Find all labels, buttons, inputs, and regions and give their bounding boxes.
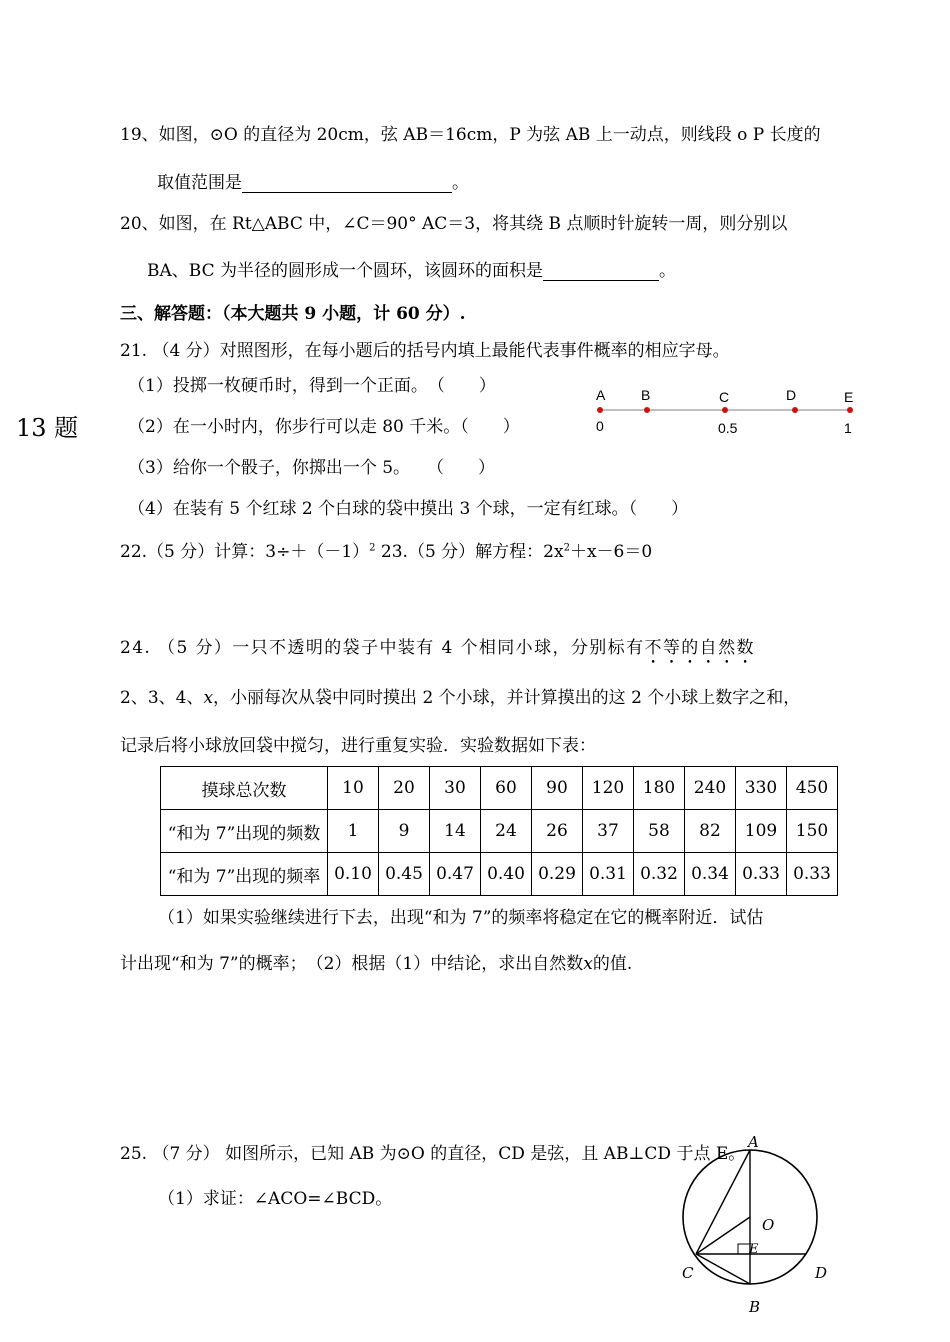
table-cell: 1 <box>328 810 379 853</box>
table-cell: 0.33 <box>787 853 838 896</box>
table-cell: 30 <box>430 767 481 810</box>
q24-after-line2 <box>120 949 632 974</box>
table-cell: 14 <box>430 810 481 853</box>
point-b-dot <box>644 407 650 413</box>
point-d-dot <box>792 407 798 413</box>
table-cell: 330 <box>736 767 787 810</box>
table-cell: 180 <box>634 767 685 810</box>
table-row <box>161 767 838 810</box>
q25-line1: 25. （7 分） 如图所示，已知 AB 为⊙O 的直径，CD 是弦，且 AB⊥CD 于点 E。 <box>120 1144 746 1164</box>
table-cell: 58 <box>634 810 685 853</box>
table-cell: 450 <box>787 767 838 810</box>
point-d-label: D <box>786 387 797 403</box>
label-o: O <box>762 1216 775 1234</box>
table-cell: 0.45 <box>379 853 430 896</box>
label-e: E <box>749 1242 759 1257</box>
q22-exponent: 2 <box>369 542 376 554</box>
q20-answer-blank[interactable] <box>543 262 659 281</box>
point-c-dot <box>722 407 728 413</box>
q20-line2-prefix: BA、BC 为半径的圆形成一个圆环，该圆环的面积是 <box>147 261 543 281</box>
q20-line1: 20、如图，在 Rt△ABC 中，∠C＝90° AC＝3，将其绕 B 点顺时针旋转一周，则分别以 <box>120 214 788 234</box>
table-cell: 109 <box>736 810 787 853</box>
q22-q23-line <box>120 537 652 562</box>
table-cell: 0.40 <box>481 853 532 896</box>
table-cell: 37 <box>583 810 634 853</box>
table-cell: 10 <box>328 767 379 810</box>
q24-line3: 记录后将小球放回袋中搅匀，进行重复实验．实验数据如下表： <box>120 736 596 756</box>
q23-exponent: 2 <box>563 542 570 554</box>
table-cell: 20 <box>379 767 430 810</box>
q19-line1: 19、如图，⊙O 的直径为 20cm，弦 AB＝16cm，P 为弦 AB 上一动点，则线段 o P 长度的 <box>120 125 821 145</box>
value-1-label: 1 <box>844 420 852 436</box>
q21-item-2: （2）在一小时内，你步行可以走 80 千米。（ ） <box>128 417 520 437</box>
q21-item-1: （1）投掷一枚硬币时，得到一个正面。 （ ） <box>128 376 496 396</box>
q20-line2 <box>147 256 676 281</box>
q24-line1-text: 24. （5 分）一只不透明的袋子中装有 4 个相同小球，分别标有 <box>120 638 645 658</box>
table-cell: 60 <box>481 767 532 810</box>
table-cell: 150 <box>787 810 838 853</box>
table-cell: 9 <box>379 810 430 853</box>
table-cell: 26 <box>532 810 583 853</box>
table-cell: 240 <box>685 767 736 810</box>
q23-prefix: 23.（5 分）解方程：2x <box>380 542 564 562</box>
value-0-label: 0 <box>596 418 604 434</box>
label-b: B <box>749 1298 761 1316</box>
q21-item-3: （3）给你一个骰子，你掷出一个 5。 （ ） <box>128 458 496 478</box>
point-e-label: E <box>844 389 854 405</box>
label-c: C <box>682 1264 694 1282</box>
q24-variable-x: x <box>203 688 214 708</box>
point-e-dot <box>847 407 853 413</box>
table-cell: 0.29 <box>532 853 583 896</box>
q24-line1 <box>120 633 755 668</box>
label-a: A <box>748 1133 759 1151</box>
q19-line2 <box>157 168 469 193</box>
q24-after2-a: 计出现“和为 7”的概率； （2）根据（1）中结论，求出自然数 <box>120 954 584 974</box>
q21-stem: 21. （4 分）对照图形，在每小题后的括号内填上最能代表事件概率的相应字母。 <box>120 341 730 361</box>
segment-ca <box>696 1150 750 1254</box>
q19-line2-suffix: 。 <box>452 173 469 193</box>
segment-co <box>696 1217 750 1254</box>
table-cell: “和为 7”出现的频率 <box>161 853 328 896</box>
point-c-label: C <box>719 389 730 405</box>
value-half-label: 0.5 <box>718 420 738 436</box>
table-cell: 0.34 <box>685 853 736 896</box>
q24-line2-b: ，小丽每次从袋中同时摸出 2 个小球，并计算摸出的这 2 个小球上数字之和， <box>213 688 801 708</box>
label-d: D <box>815 1264 828 1282</box>
side-question-label: 13 题 <box>16 414 79 442</box>
table-cell: 0.10 <box>328 853 379 896</box>
segment-cb <box>696 1254 750 1284</box>
section-3-heading: 三、解答题：（本大题共 9 小题，计 60 分）. <box>120 304 466 324</box>
q22-text: 22.（5 分）计算：3÷＋（－1） <box>120 542 370 562</box>
table-cell: 0.33 <box>736 853 787 896</box>
table-cell: 0.47 <box>430 853 481 896</box>
q23-suffix: ＋x－6＝0 <box>569 542 653 562</box>
point-b-label: B <box>641 387 651 403</box>
table-cell: 0.31 <box>583 853 634 896</box>
table-row <box>161 810 838 853</box>
q24-after-line1: （1）如果实验继续进行下去，出现“和为 7”的频率将稳定在它的概率附近．试估 <box>158 908 764 928</box>
q24-line2 <box>120 683 800 708</box>
q24-line2-a: 2、3、4、 <box>120 688 204 708</box>
q21-item-4: （4）在装有 5 个红球 2 个白球的袋中摸出 3 个球，一定有红球。（ ） <box>128 499 689 519</box>
q24-after2-b: 的值. <box>592 954 633 974</box>
q19-answer-blank[interactable] <box>242 174 452 193</box>
q19-line2-prefix: 取值范围是 <box>157 173 242 193</box>
table-row <box>161 853 838 896</box>
q24-dotted-emphasis: 不等的自然数 <box>644 638 755 658</box>
table-cell: 0.32 <box>634 853 685 896</box>
table-cell: “和为 7”出现的频数 <box>161 810 328 853</box>
table-cell: 82 <box>685 810 736 853</box>
point-a-label: A <box>596 387 606 403</box>
table-cell: 90 <box>532 767 583 810</box>
q24-after-variable-x: x <box>583 954 593 974</box>
table-cell: 120 <box>583 767 634 810</box>
frequency-table <box>160 766 838 896</box>
q25-part1: （1）求证：∠ACO=∠BCD。 <box>158 1189 393 1209</box>
q20-line2-suffix: 。 <box>659 261 676 281</box>
circle-geometry-figure <box>672 1138 832 1318</box>
table-cell: 摸球总次数 <box>161 767 328 810</box>
point-a-dot <box>597 407 603 413</box>
table-cell: 24 <box>481 810 532 853</box>
